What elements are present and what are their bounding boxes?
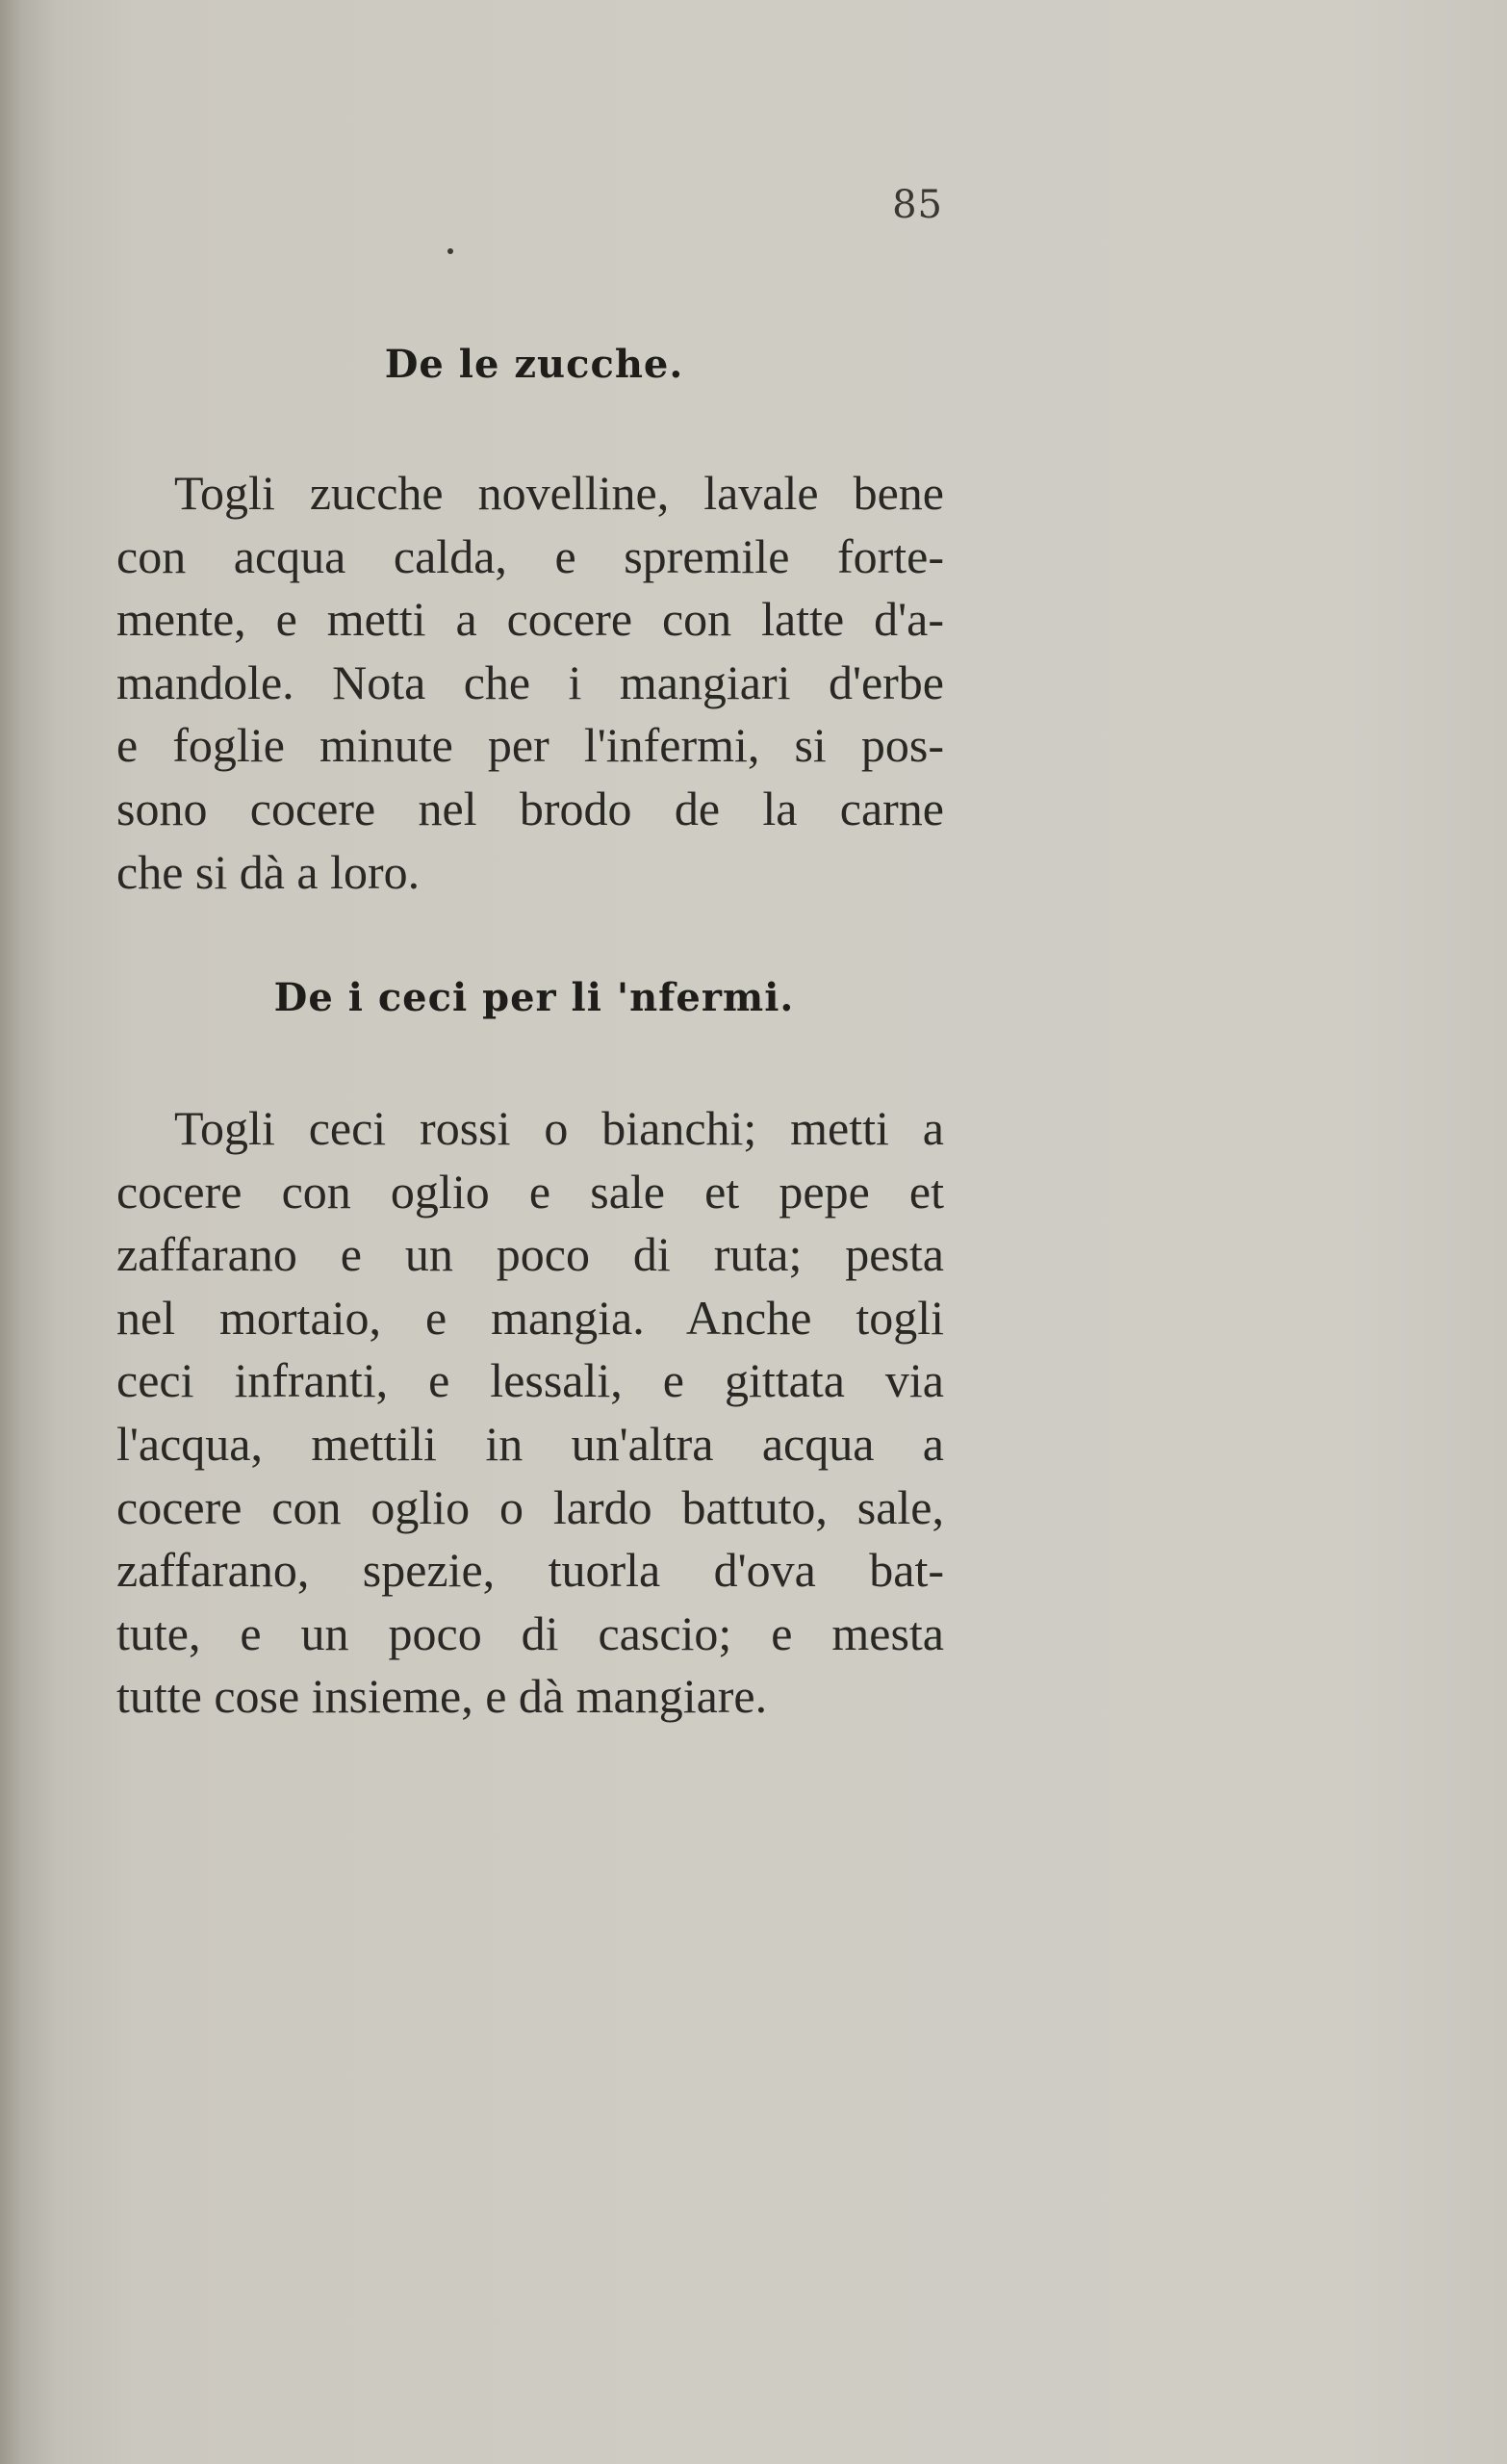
text-line: mandole. Nota che i mangiari d'erbe <box>116 654 944 709</box>
text-line: ceci infranti, e lessali, e gittata via <box>116 1353 944 1408</box>
text-line: tutte cose insieme, e dà mangiare. <box>116 1669 768 1724</box>
ink-speck <box>447 248 453 254</box>
text-line: l'acqua, mettili in un'altra acqua a <box>116 1416 944 1471</box>
text-line: zaffarano, spezie, tuorla d'ova bat- <box>116 1543 944 1598</box>
text-line: Togli ceci rossi o bianchi; metti a <box>174 1101 944 1155</box>
text-line: nel mortaio, e mangia. Anche togli <box>116 1290 944 1345</box>
text-line: sono cocere nel brodo de la carne <box>116 781 944 835</box>
text-line: che si dà a loro. <box>116 844 421 899</box>
section-heading-ceci: De i ceci per li 'nfermi. <box>273 975 795 1020</box>
text-line: tute, e un poco di cascio; e mesta <box>116 1605 944 1660</box>
text-line: zaffarano e un poco di ruta; pesta <box>116 1227 944 1282</box>
paragraph-zucche <box>116 462 944 904</box>
section-heading-zucche: De le zucche. <box>384 342 684 387</box>
text-line: e foglie minute per l'infermi, si pos- <box>116 718 944 773</box>
text-line: cocere con oglio o lardo battuto, sale, <box>116 1479 944 1534</box>
page-number: 85 <box>892 183 943 227</box>
text-line: con acqua calda, e spremile forte- <box>116 528 944 583</box>
text-line: mente, e metti a cocere con latte d'a- <box>116 592 944 647</box>
text-line: cocere con oglio e sale et pepe et <box>116 1164 944 1219</box>
text-line: Togli zucche novelline, lavale bene <box>174 466 944 520</box>
paragraph-ceci <box>116 1097 944 1729</box>
